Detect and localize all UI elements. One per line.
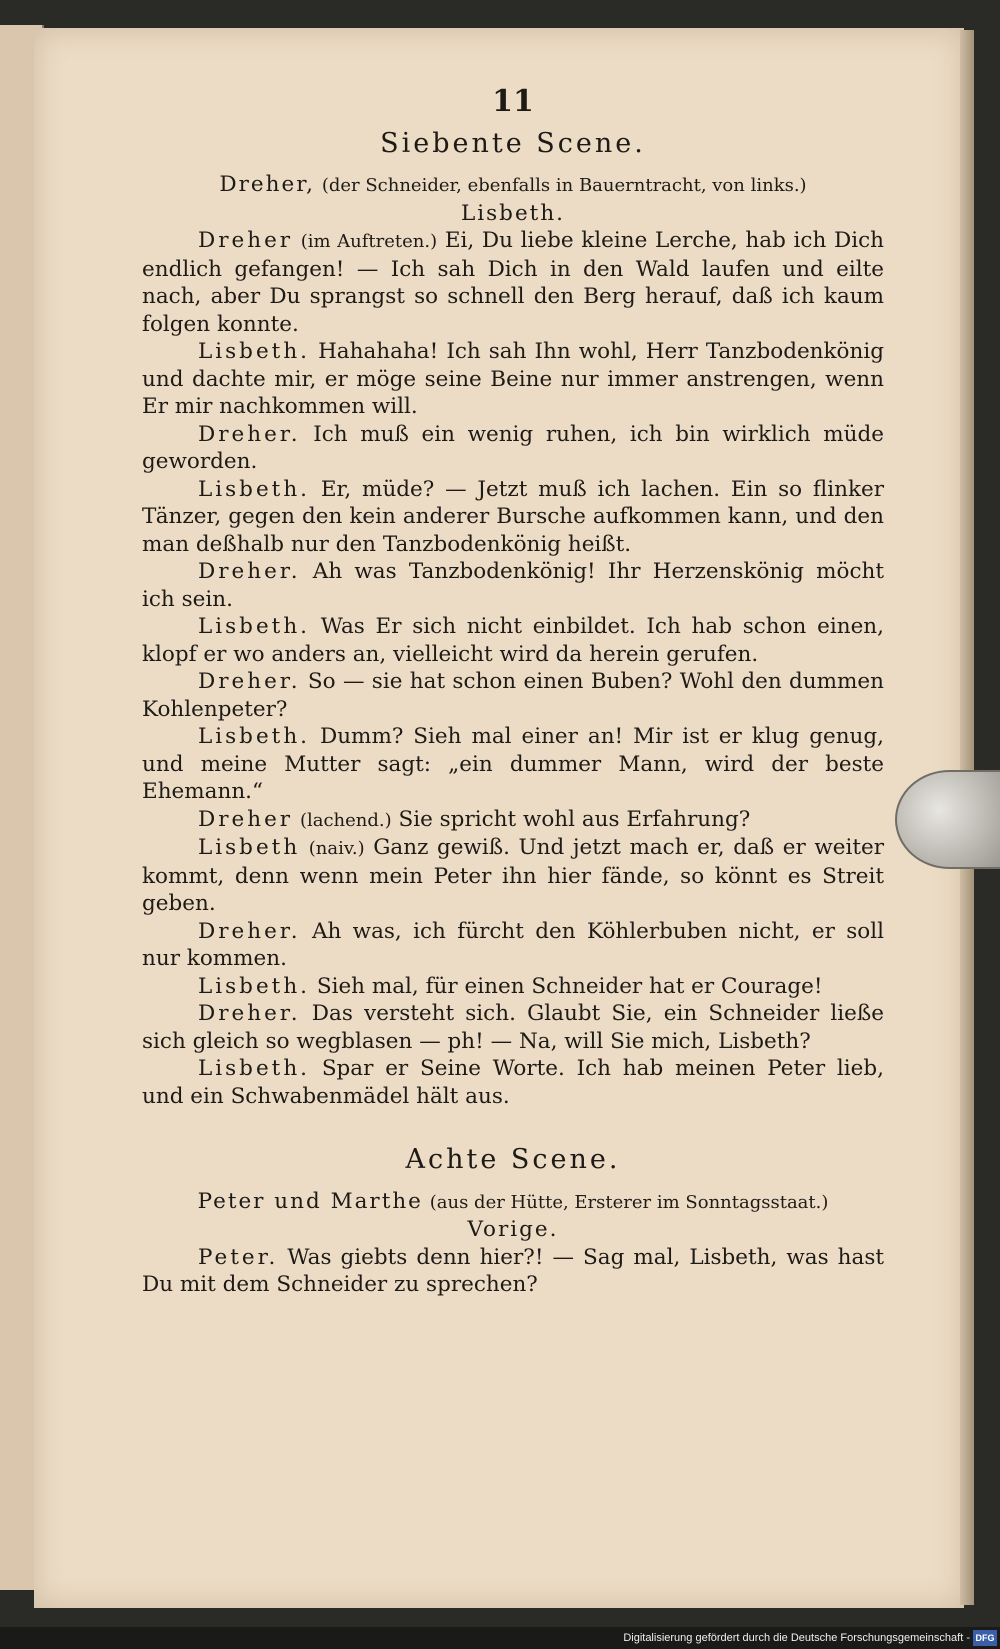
speaker: Dreher. [198,1001,301,1026]
speech: Das versteht sich. Glaubt Sie, ein Schneider ließe sich gleich so wegblasen — ph! — Na, will Sie mich, Lisbeth? [142,1001,884,1054]
speech: Was Er sich nicht einbildet. Ich hab schon einen, klopf er wo anders an, vielleicht wird da herein gerufen. [142,614,884,667]
dialogue-line [142,834,884,918]
scene-gap [142,1110,884,1138]
stage-note: (aus der Hütte, Ersterer im Sonntagsstaat.) [429,1191,829,1213]
speaker: Lisbeth. [198,1056,310,1081]
speech: Ah was, ich fürcht den Köhlerbuben nicht, er soll nur kommen. [142,918,884,971]
speaker: Dreher. [198,669,301,694]
speaker: Dreher. [198,918,301,944]
dfg-logo-icon: DFG [973,1630,997,1646]
speech: Dumm? Sieh mal einer an! Mir ist er klug genug, und meine Mutter sagt: „ein dummer Mann, wird der beste Ehemann.“ [142,724,884,804]
stage-line [142,1216,884,1244]
dialogue-line [142,1000,884,1055]
page-clip [895,770,1000,869]
stage-speaker: Dreher, [219,172,315,197]
speaker: Lisbeth. [198,724,310,749]
dialogue-line [142,338,884,421]
stage-speaker: Peter und Marthe [197,1188,423,1214]
dialogue-line [142,1244,884,1299]
speech: Ich muß ein wenig ruhen, ich bin wirklich müde geworden. [142,421,884,474]
speaker: Dreher [198,228,294,253]
speaker: Lisbeth. [198,339,310,364]
dialogue-line [142,476,884,559]
speech: Was giebts denn hier?! — Sag mal, Lisbeth, was hast Du mit dem Schneider zu sprechen? [142,1244,884,1297]
stage-line [142,200,884,228]
speech: Ah was Tanzbodenkönig! Ihr Herzenskönig möcht ich sein. [142,559,884,612]
speech: Ganz gewiß. Und jetzt mach er, daß er weiter kommt, denn wenn mein Peter ihn hier fände, so könnt es Streit geben. [142,835,884,916]
page-number: 11 [492,84,534,119]
dialogue-line [142,668,884,723]
speaker: Lisbeth. [198,973,310,999]
stage-direction [142,1188,884,1217]
speaker: Lisbeth. [198,614,310,639]
speech: So — sie hat schon einen Buben? Wohl den dummen Kohlenpeter? [142,669,884,722]
speaker: Dreher. [198,421,301,447]
dialogue-line [142,806,884,835]
speaker: Dreher. [198,559,301,584]
direction: (im Auftreten.) [300,231,438,252]
speaker: Lisbeth. [198,476,310,502]
footer-credit: Digitalisierung gefördert durch die Deutsche Forschungsgemeinschaft - [0,1627,1000,1649]
speech: Hahahaha! Ich sah Ihn wohl, Herr Tanzbodenkönig und dachte mir, er möge seine Beine nur immer anstrengen, wenn Er mir nachkommen will. [142,339,884,419]
stage-note: (der Schneider, ebenfalls in Bauerntracht, von links.) [321,175,807,196]
stage-direction [142,171,884,200]
dialogue-line [142,613,884,668]
dialogue-line [142,723,884,806]
speech: Spar er Seine Worte. Ich hab meinen Peter lieb, und ein Schwabenmädel hält aus. [142,1056,884,1109]
direction: (naiv.) [308,838,365,859]
dialogue-line [142,973,884,1001]
dialogue-line [142,918,884,973]
speaker: Peter. [198,1244,279,1270]
speech: Ei, Du liebe kleine Lerche, hab ich Dich endlich gefangen! — Ich sah Dich in den Wald laufen und eilte nach, aber Du sprangst so schnell den Berg herauf, daß ich kaum folgen konnte. [142,228,884,337]
speech: Er, müde? — Jetzt muß ich lachen. Ein so flinker Tänzer, gegen den kein anderer Bursche aufkommen kann, und den man deßhalb nur den Tanzbodenkönig heißt. [142,476,884,557]
scene-title: Achte Scene. [405,1144,621,1175]
direction: (lachend.) [299,809,392,831]
dialogue-line [142,1055,884,1110]
speech: Sie spricht wohl aus Erfahrung? [398,806,751,832]
dialogue-line [142,558,884,613]
dialogue-line [142,421,884,476]
scene-title: Siebente Scene. [380,127,646,159]
speaker: Lisbeth [198,835,301,860]
dialogue-line [142,227,884,338]
page-text [142,84,884,1299]
stage-character: Lisbeth. [461,200,565,226]
stage-character: Vorige. [467,1217,559,1242]
speech: Sieh mal, für einen Schneider hat er Courage! [316,973,823,999]
speaker: Dreher [198,806,294,832]
